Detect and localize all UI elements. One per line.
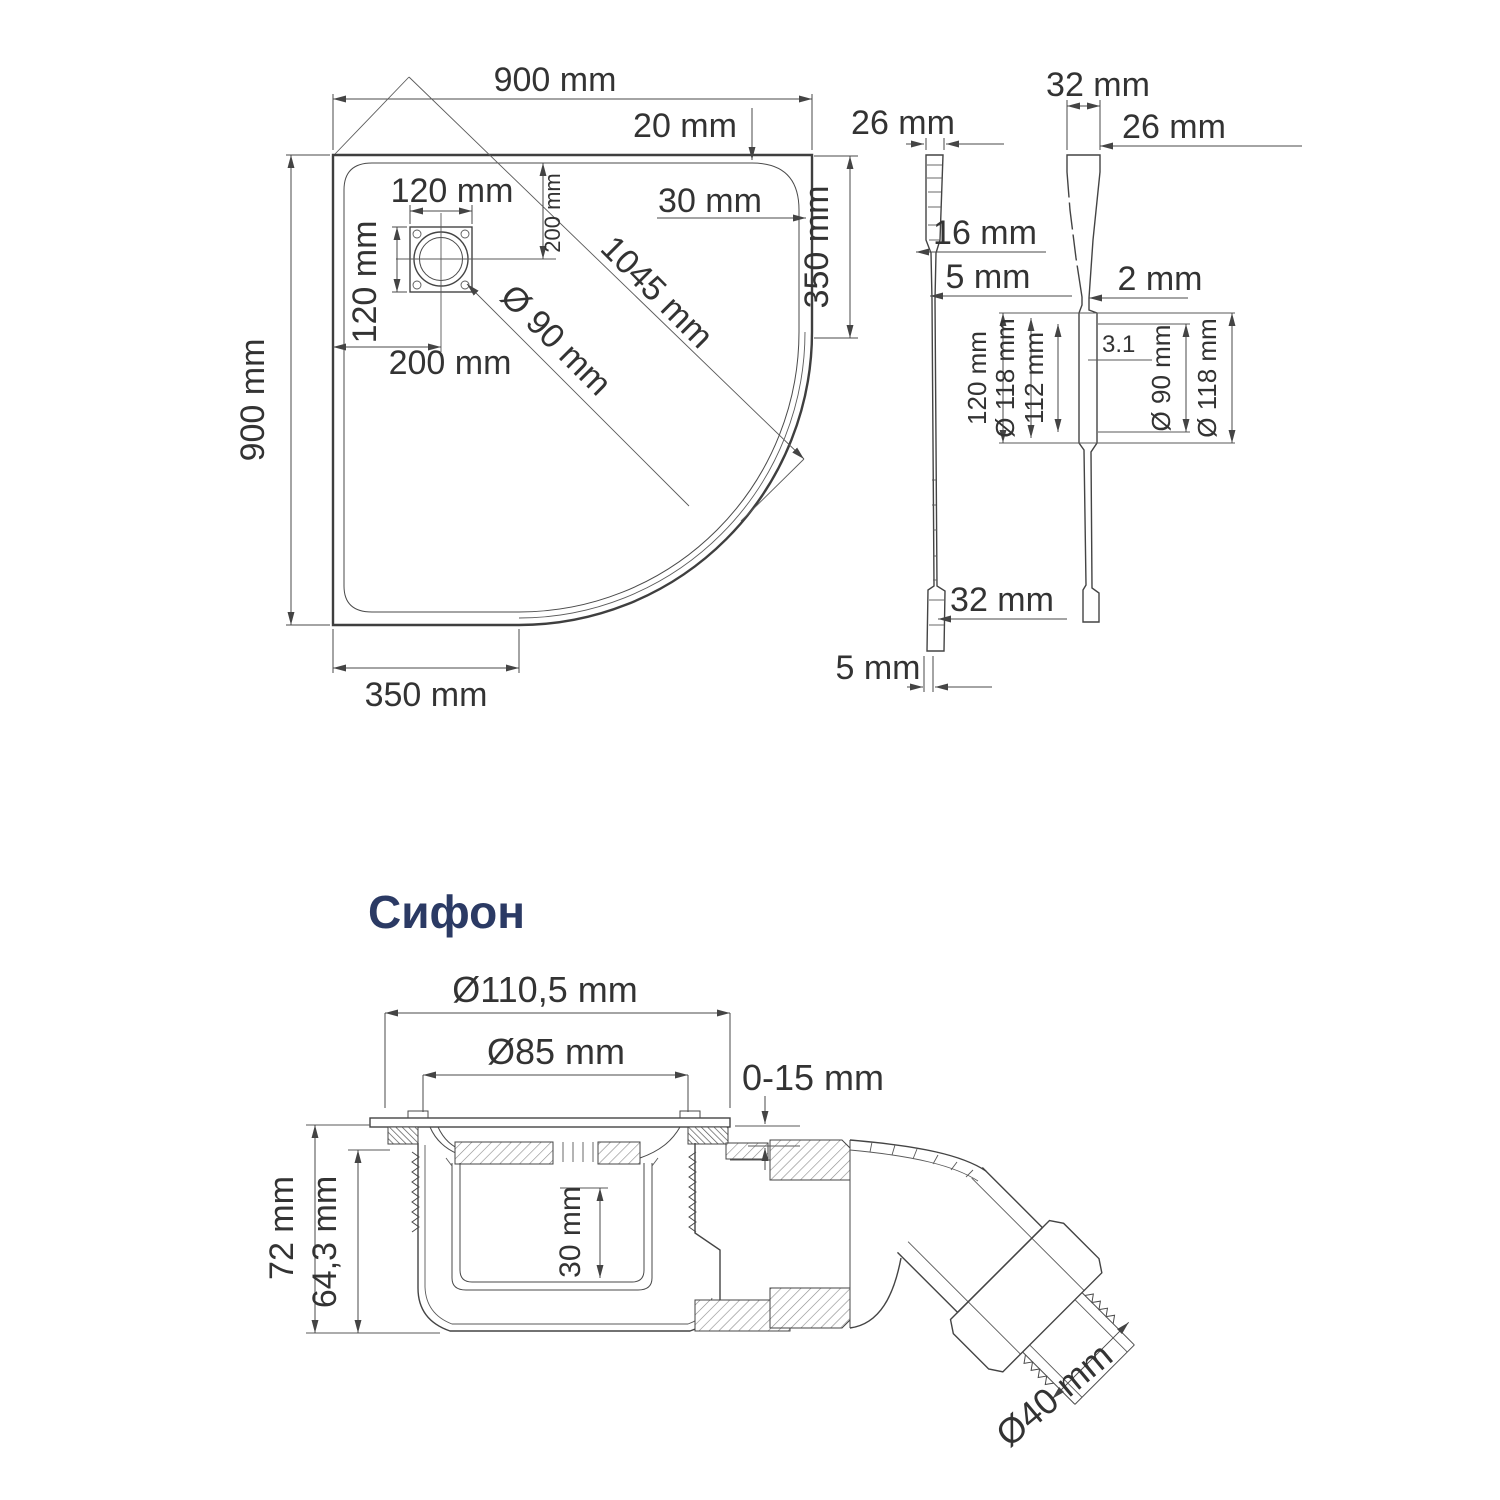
dim-a-top bbox=[851, 104, 1004, 150]
dim-label: 3.1 bbox=[1102, 331, 1136, 358]
dim-label: 350 mm bbox=[798, 185, 836, 309]
drain-screw-icon bbox=[461, 230, 469, 238]
dim-label: 120 mm bbox=[390, 172, 514, 210]
dim-label: Ø 118 mm bbox=[1192, 318, 1222, 438]
union-nut-bottom bbox=[770, 1288, 850, 1328]
dim-b-flange-detail bbox=[962, 313, 1235, 443]
dim-a-bottom bbox=[836, 649, 993, 692]
dim-label: 1045 mm bbox=[593, 228, 721, 356]
dim-label: Ø 90 mm bbox=[1146, 324, 1176, 432]
profile-b-body bbox=[1067, 155, 1100, 622]
dim-seal-depth bbox=[554, 1186, 608, 1278]
dim-label: 350 mm bbox=[364, 676, 488, 714]
dim-a-mid bbox=[930, 258, 1072, 296]
siphon-section bbox=[263, 886, 1160, 1454]
profile-b-bands bbox=[1068, 200, 1094, 263]
dim-drain-height bbox=[346, 221, 407, 344]
dim-grate-diameter bbox=[423, 1031, 688, 1112]
tray-inner-contour bbox=[344, 163, 799, 612]
grate-plate bbox=[598, 1142, 640, 1164]
dim-rim-top bbox=[633, 107, 752, 160]
dim-label: 120 mm bbox=[962, 331, 992, 425]
dim-label: 200 mm bbox=[388, 344, 512, 382]
dim-label: 32 mm bbox=[1046, 66, 1150, 104]
dim-label: 64,3 mm bbox=[306, 1175, 344, 1309]
screw-boss-icon bbox=[680, 1111, 700, 1118]
elbow-segment-ticks bbox=[870, 1142, 973, 1177]
dim-a-lower bbox=[938, 581, 1067, 619]
dim-right-edge bbox=[798, 156, 858, 338]
gasket-left bbox=[388, 1127, 418, 1144]
drain-screw-icon bbox=[413, 230, 421, 238]
dim-label: Ø 90 mm bbox=[492, 277, 619, 404]
dim-label: 16 mm bbox=[933, 214, 1037, 252]
siphon-flange bbox=[370, 1111, 730, 1164]
dim-b-gap bbox=[1089, 260, 1203, 298]
dim-body-height bbox=[306, 1150, 390, 1333]
dim-label: Ø85 mm bbox=[486, 1031, 626, 1072]
dim-label: 5 mm bbox=[945, 258, 1031, 296]
dim-label: 30 mm bbox=[658, 182, 762, 220]
dim-label: 112 mm bbox=[1019, 332, 1049, 424]
dim-label: 30 mm bbox=[554, 1186, 587, 1278]
dim-label: 20 mm bbox=[633, 107, 737, 145]
dim-drain-width bbox=[391, 172, 514, 224]
dim-top-width bbox=[333, 61, 812, 150]
screw-boss-icon bbox=[408, 1111, 428, 1118]
section-profile-b bbox=[962, 66, 1302, 622]
dim-a-lip bbox=[916, 214, 1046, 252]
dim-rim-side bbox=[657, 182, 806, 220]
dim-left-height bbox=[234, 155, 330, 625]
drain-screw-icon bbox=[413, 281, 421, 289]
tray-rim-arc bbox=[519, 332, 805, 618]
dim-label: 32 mm bbox=[950, 581, 1054, 619]
angled-fitting bbox=[885, 1155, 1160, 1430]
dim-label: 26 mm bbox=[851, 104, 955, 142]
thread-zigzag-icon bbox=[1085, 1291, 1118, 1324]
dim-label: 200 mm bbox=[540, 173, 565, 253]
dim-label: Ø40 mm bbox=[987, 1334, 1121, 1455]
dim-label: 26 mm bbox=[1122, 108, 1226, 146]
dim-label: 120 mm bbox=[346, 220, 384, 344]
dim-label: 2 mm bbox=[1117, 260, 1203, 298]
dim-label: Ø110,5 mm bbox=[452, 969, 638, 1010]
dim-label: 900 mm bbox=[234, 338, 272, 462]
dim-total-height bbox=[263, 1125, 440, 1333]
dim-label: 5 mm bbox=[835, 649, 921, 687]
siphon-heading: Сифон bbox=[368, 886, 526, 938]
dim-label: 0-15 mm bbox=[742, 1057, 885, 1098]
dim-label: 72 mm bbox=[263, 1176, 301, 1280]
dim-b-upper-right bbox=[1100, 108, 1302, 146]
dim-drain-offset-top bbox=[540, 163, 565, 259]
dim-drain-offset-left bbox=[333, 344, 511, 382]
grate-plate bbox=[455, 1142, 553, 1164]
dim-label: 900 mm bbox=[493, 61, 617, 99]
gasket-right bbox=[688, 1127, 728, 1144]
siphon-outlet-elbow bbox=[695, 1140, 1160, 1454]
outlet-top-wall bbox=[726, 1143, 768, 1159]
dim-label: Ø 118 mm bbox=[990, 318, 1020, 438]
dim-bottom-edge bbox=[333, 629, 519, 714]
tray-top-view bbox=[234, 61, 858, 714]
